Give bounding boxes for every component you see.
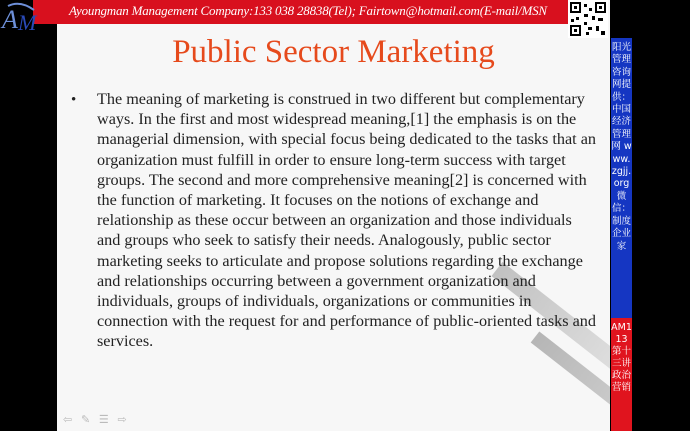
slide-title: Public Sector Marketing [172,34,495,70]
company-logo-icon [0,0,46,38]
svg-text:A: A [2,5,18,34]
sidebar-promo-text: 阳光管理咨询网提供：中国经济管理网 www.zgjj.org 微信：制度企业家 [611,42,632,252]
slide-body-paragraph: The meaning of marketing is construed in two different but complementary ways. In the first and most widespread meaning,[1] the emphasis is on the managerial dimension, with special focus being dedicated to the tasks that an organization must fulfill in order to ensure long-term success with target groups. The second and more comprehensive meaning[2] is concerned with the function of marketing. It focuses on the notions of exchange and relationship as these occur between an organization and those individuals and groups who seek to satisfy their needs. Analogously, public sector marketing seeks to articulate and propose solutions regarding the exchange and relationships occurring between a government organization and individuals, groups of individuals, organizations or communities in connection with the request for and performance of public-oriented tasks and services. [97,90,596,351]
left-black-margin [0,0,57,431]
sidebar-lecture-text: AM113第十三讲政治营销 [611,322,632,393]
header-contact-text: Ayoungman Management Company:133 038 28838(Tel); Fairtown@hotmail.com(E-mail/MSN [69,3,547,18]
bullet-marker: • [71,92,77,108]
slide-nav-controls[interactable]: ⇦ ✎ ☰ ⇨ [63,414,130,426]
svg-text:M: M [18,10,37,35]
slide-canvas [57,0,610,431]
qr-code-icon [568,0,608,38]
right-sidebar-banner [611,38,632,431]
header-banner [33,0,590,24]
